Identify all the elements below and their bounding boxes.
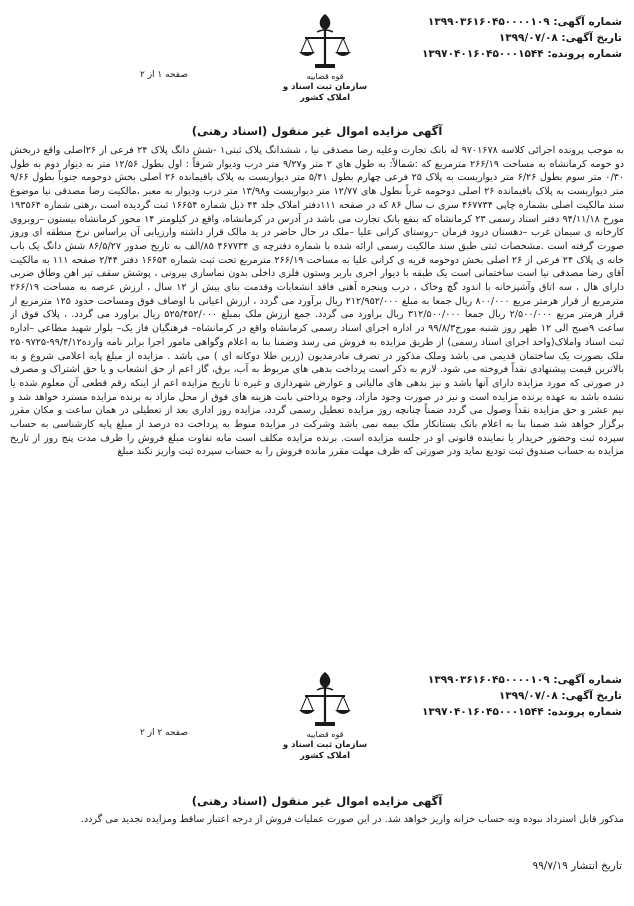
page-number-2: صفحه ۲ از ۲ bbox=[140, 728, 188, 738]
org-judiciary-label: قوه قضاییه bbox=[306, 72, 344, 81]
org-judiciary-label-2: قوه قضاییه bbox=[306, 730, 344, 739]
page-number-1: صفحه ۱ از ۲ bbox=[140, 70, 188, 80]
notice-body-2: مذکور قابل استرداد نبوده وبه حساب خزانه واریز خواهد شد. در این صورت عملیات فروش از درجه اعتبار ساقط ومزایده تجدید می گردد. bbox=[80, 814, 624, 825]
case-number-2: شماره پرونده: ۱۳۹۷۰۴۰۱۶۰۴۵۰۰۰۱۵۴۴ bbox=[421, 706, 622, 718]
ad-meta bbox=[422, 14, 622, 62]
publish-date: تاریخ انتشار ۹۹/۷/۱۹ bbox=[532, 860, 622, 872]
header-page-2 bbox=[0, 668, 634, 786]
judiciary-emblem-2 bbox=[270, 668, 380, 764]
org-registry-label: سازمان ثبت اسناد و املاک کشور bbox=[282, 82, 368, 103]
notice-body-1: به موجب پرونده اجرائی کلاسه ۹۷۰۱۶۷۸ له بانک تجارت وعلیه رضا مصدقی نیا ، ششدانگ پلاک ثبتی۱ -شش دانگ پلاک ۲۴ فرعی از ۲۶اصلی واقع دربخش دو حومه کرمانشاه به مساحت ۲۶۶/۱۹ مترمربع که :شمالاً: به طول های ۲ متر و۹/۲۷ متر درب ودیوار شرقاً : اول بطول ۱۲/۵۶ متر به دیوار دوم به طول ۰/۳۰ متر سوم بطول ۶/۲۶ متر دیواربست به پلاک ۲۵ فرعی چهارم بطول ۵/۴۱ متر دیواربست به پلاک باقیمانده ۲۶ اصلی بخش دوحومه جنوباً بطول ۹/۶۶ متر دیواربست به پلاک باقیمانده ۲۶ اصلی دوحومه غرباً بطول های ۱۲/۷۷ متر دیواربست و۱۳/۹۸ متر درب ودیوار به معبر ،مالکیت رضا مصدقی نیا موضوع سند مالکیت اصلی بشماره چاپی ۴۶۷۷۳۴ سری ب سال ۸۶ که در صفحه ۱۱۱دفتر املاک جلد ۴۴ ذیل شماره ۱۶۶۵۴ ثبت گردیده است ،رهنی شماره ۱۹۳۵۶۴ مورخ ۹۴/۱۱/۱۸ دفتر اسناد رسمی ۲۳ کرمانشاه که بنفع بانک تجارت می باشد در آدرس در کرمانشاه، واقع در کیلومتر ۱۴ محور کرمانشاه بیستون –روبروی کارخانه ی سیمان غرب –دهستان درود فرمان –روستای کرانی علیا –ملک در حال حاضر در ید مالک قرار داشته وارزیابی آن براساس نرخ منطقه ای وروز صورت گرفته است .مشخصات ثبتی طبق سند مالکیت رسمی ارائه شده با شماره دفترچه ی ۴۶۷۷۳۴ ۸۵/الف به تاریخ صدور ۸۶/۵/۲۷ شش دانگ یک باب خانه ی پلاک ۲۴ فرعی از ۲۶ اصلی بخش دوحومه قریه ی کرانی علیا به مساحت ۲۶۶/۱۹ مترمربع تحت ثبت شماره ۱۶۶۵۴ دفتر ۲/۴۴ صفحه ۱۱۱ به مالکیت آقای رضا مصدقی نیا است ساختمانی است یک طبقه با دیوار اجری باربر وستون فلزی داخلی بدون نماسازی بیرونی ، پوشش سقف تیر اهن وطاق ضربی دارای هال ، سه اتاق وآشپزخانه با اندود گچ وخاک ، درب وپنجره آهنی فاقد انشعابات وقدمت بنای بیش از ۱۲ سال ، ارزش عرصه به مساحت ۲۶۶/۱۹ مترمربع از قرار هرمتر مربع ۸۰۰/۰۰۰ ریال جمعا به مبلغ ۲۱۲/۹۵۲/۰۰۰ ریال برآورد می گردد ، ارزش اعیانی با اوصاف فوق ومساحت حدود ۱۲۵ مترمربع از قرار هرمتر مربع ۲/۵۰۰/۰۰۰ ریال جمعا ۳۱۲/۵۰۰/۰۰۰ ریال براورد می گردد. جمع ارزش ملک بمبلغ ۵۲۵/۴۵۲/۰۰۰ ریال براورد می گردد. ، پلاک فوق از ساعت ۹صبح الی ۱۲ ظهر روز شنبه مورخ۹۹/۸/۳ در اداره اجرای اسناد رسمی کرمانشاه واقع در کرمانشاه– فرهنگیان فاز یک– بلوار شهید مطاعی –اداره ثبت اسناد واملاک(واحد اجرای اسناد رسمی) از طریق مزایده به فروش می رسد وضمنا بنا به اعلام وگواهی مامور اجرا برابر نامه وارده۹۹/۴/۱۲-۲۵۰۹۷۲۵ ملک بصورت یک ساختمان قدیمی می باشد وملک مذکور در تصرف مادرمدیون (زرین طلا دوکانه ای ) می باشد . مزایده از مبلغ پایه اعلامی شروع و به بالاترین قیمت پیشنهادی نقداً فروخته می شود. لازم به ذکر است پرداخت بدهی های مربوط به آب، برق، گاز اعم از حق انشعاب و یا حق اشتراک و مصرف در صورتی که مورد مزایده دارای آنها باشد و نیز بدهی های مالیاتی و عوارض شهرداری و غیره تا تاریخ مزایده اعم از اینکه رقم قطعی آن معلوم شده یا نشده باشد به عهده برنده مزایده است و نیز در صورت وجود مازاد، وجوه پرداختی بابت هزینه های فوق از محل مازاد به برنده مزایده مسترد خواهد شد و نیم عشر و حق مزایده نقداً وصول می گردد ضمناً چنانچه روز مزایده تعطیل رسمی گردد، مزایده روز اداری بعد از تعطیلی در همان ساعت و مکان مقرر برگزار خواهد شد ضمنا بنا به اعلام بانک بستانکار ملک بیمه نمی باشد وشرکت در مزایده منوط به پرداخت ده درصد از مبلغ پایه کارشناسی به حساب سپرده ثبت وحضور خریدار یا نماینده قانونی او در جلسه مزایده است. برنده مزایده مکلف است مابه تفاوت مبلغ فروش را ظرف مدت پنج روز از تاریخ مزایده به حساب صندوق ثبت توديع نمايد ودر صورتی که ظرف مهلت مقرر مانده فروش را به حساب سپرده ثبت واریز نکند مبلغ bbox=[10, 145, 624, 458]
notice-title-1: آگهی مزایده اموال غیر منقول (اسناد رهنی) bbox=[191, 124, 443, 138]
notice-title-2: آگهی مزایده اموال غیر منقول (اسناد رهنی) bbox=[191, 794, 443, 808]
ad-date-2: تاریخ آگهی: ۱۳۹۹/۰۷/۰۸ bbox=[498, 690, 622, 702]
case-number: شماره پرونده: ۱۳۹۷۰۴۰۱۶۰۴۵۰۰۰۱۵۴۴ bbox=[421, 48, 622, 60]
scales-emblem-icon bbox=[295, 10, 355, 72]
org-registry-label-2: سازمان ثبت اسناد و املاک کشور bbox=[282, 740, 368, 761]
ad-meta-2 bbox=[422, 672, 622, 720]
ad-date: تاریخ آگهی: ۱۳۹۹/۰۷/۰۸ bbox=[498, 32, 622, 44]
scales-emblem-icon bbox=[295, 668, 355, 730]
ad-number-2: شماره آگهی: ۱۳۹۹۰۳۶۱۶۰۴۵۰۰۰۰۱۰۹ bbox=[427, 674, 622, 686]
ad-number: شماره آگهی: ۱۳۹۹۰۳۶۱۶۰۴۵۰۰۰۰۱۰۹ bbox=[427, 16, 622, 28]
judiciary-emblem bbox=[270, 10, 380, 106]
header-page-1 bbox=[0, 10, 634, 128]
